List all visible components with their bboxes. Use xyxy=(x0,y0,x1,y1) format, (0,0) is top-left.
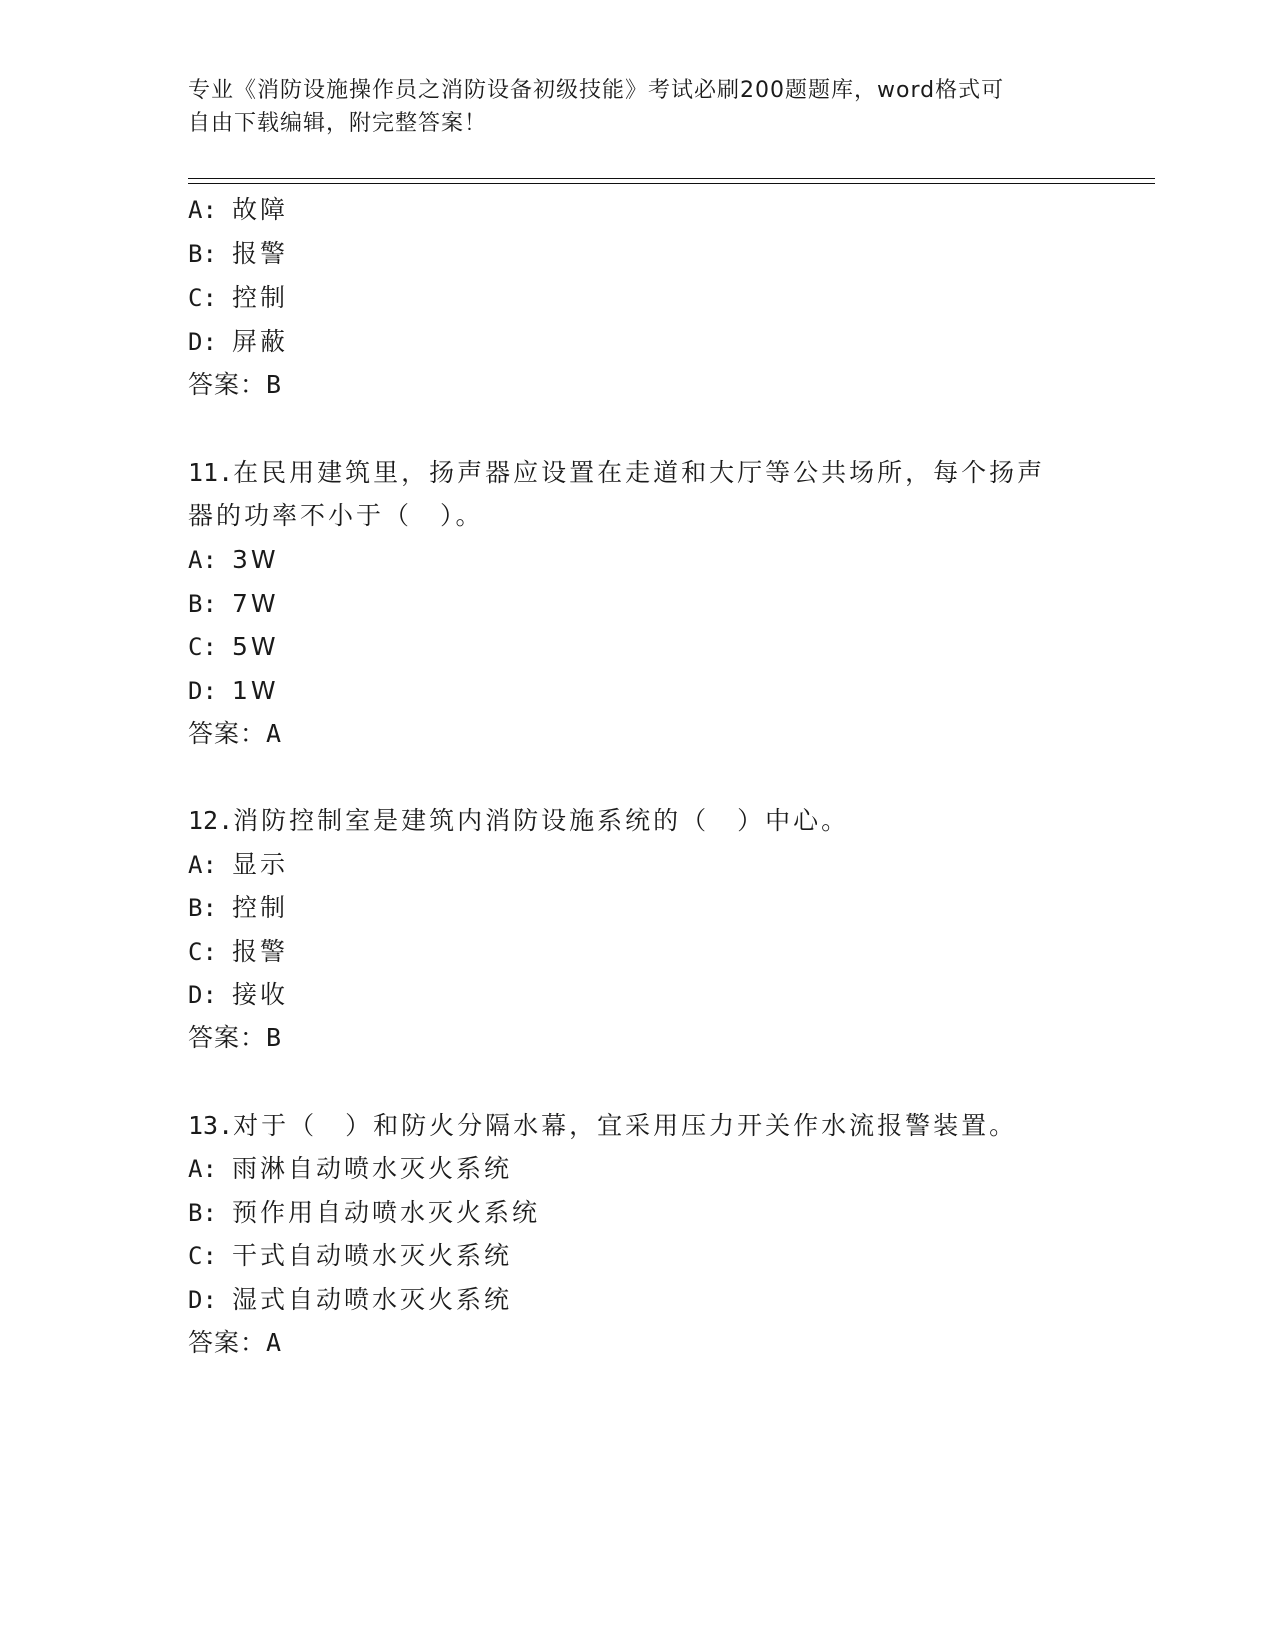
option-d xyxy=(188,325,288,359)
question-11 xyxy=(188,456,1045,490)
answer-value: B xyxy=(266,370,283,399)
option-d xyxy=(188,674,279,708)
option-label: D: xyxy=(188,677,217,705)
answer-value: A xyxy=(266,719,283,748)
option-label: B: xyxy=(188,1199,217,1227)
question-number: 12. xyxy=(188,806,234,835)
option-text: 故障 xyxy=(232,195,289,224)
question-text: 消防控制室是建筑内消防设施系统的（ ）中心。 xyxy=(233,806,850,835)
question-12 xyxy=(188,804,849,838)
question-13 xyxy=(188,1109,1017,1143)
option-label: D: xyxy=(188,328,217,356)
option-text: 控制 xyxy=(232,283,289,312)
question-11-cont xyxy=(188,499,484,533)
option-text: 控制 xyxy=(232,893,289,922)
option-text: 干式自动喷水灭火系统 xyxy=(232,1241,513,1270)
header-line-2: 自由下载编辑，附完整答案！ xyxy=(188,111,488,136)
header-divider-bottom xyxy=(188,183,1155,184)
option-text: 报警 xyxy=(232,239,289,268)
option-c xyxy=(188,281,288,315)
answer-line xyxy=(188,1021,282,1055)
answer-prefix: 答案： xyxy=(188,719,267,748)
option-text: 预作用自动喷水灭火系统 xyxy=(232,1198,541,1227)
option-text: 雨淋自动喷水灭火系统 xyxy=(232,1154,513,1183)
option-text: 3W xyxy=(232,545,279,574)
document-header xyxy=(188,74,1088,140)
answer-value: B xyxy=(266,1023,283,1052)
header-line-1: 专业《消防设施操作员之消防设备初级技能》考试必刷200题题库，word格式可 xyxy=(188,78,1005,103)
answer-value: A xyxy=(266,1328,283,1357)
option-text: 7W xyxy=(232,589,279,618)
option-label: B: xyxy=(188,590,217,618)
option-b xyxy=(188,587,279,621)
option-text: 报警 xyxy=(232,937,289,966)
option-b xyxy=(188,237,288,271)
option-label: C: xyxy=(188,938,217,966)
option-text: 显示 xyxy=(232,850,289,879)
option-c xyxy=(188,935,288,969)
option-a xyxy=(188,848,288,882)
question-text: 对于（ ）和防火分隔水幕，宜采用压力开关作水流报警装置。 xyxy=(233,1111,1018,1140)
option-text: 1W xyxy=(232,676,279,705)
option-label: A: xyxy=(188,546,217,574)
question-text: 器的功率不小于（ ）。 xyxy=(188,501,484,530)
question-number: 11. xyxy=(188,458,234,487)
option-label: D: xyxy=(188,981,217,1009)
option-a xyxy=(188,193,288,227)
answer-line xyxy=(188,1326,282,1360)
option-c xyxy=(188,630,279,664)
option-text: 屏蔽 xyxy=(232,327,289,356)
option-d xyxy=(188,1283,512,1317)
option-label: B: xyxy=(188,894,217,922)
option-label: D: xyxy=(188,1286,217,1314)
option-b xyxy=(188,1196,540,1230)
option-label: C: xyxy=(188,284,217,312)
option-text: 接收 xyxy=(232,980,289,1009)
option-b xyxy=(188,891,288,925)
answer-prefix: 答案： xyxy=(188,1023,267,1052)
option-text: 湿式自动喷水灭火系统 xyxy=(232,1285,513,1314)
answer-line xyxy=(188,717,282,751)
answer-line xyxy=(188,368,282,402)
option-text: 5W xyxy=(232,632,279,661)
option-label: B: xyxy=(188,240,217,268)
option-d xyxy=(188,978,288,1012)
header-divider-top xyxy=(188,178,1155,179)
answer-prefix: 答案： xyxy=(188,1328,267,1357)
answer-prefix: 答案： xyxy=(188,370,267,399)
question-text: 在民用建筑里，扬声器应设置在走道和大厅等公共场所，每个扬声 xyxy=(233,458,1046,487)
option-label: A: xyxy=(188,851,217,879)
question-number: 13. xyxy=(188,1111,234,1140)
option-a xyxy=(188,1152,512,1186)
option-label: C: xyxy=(188,633,217,661)
option-c xyxy=(188,1239,512,1273)
option-label: A: xyxy=(188,1155,217,1183)
option-label: C: xyxy=(188,1242,217,1270)
option-label: A: xyxy=(188,196,217,224)
option-a xyxy=(188,543,279,577)
